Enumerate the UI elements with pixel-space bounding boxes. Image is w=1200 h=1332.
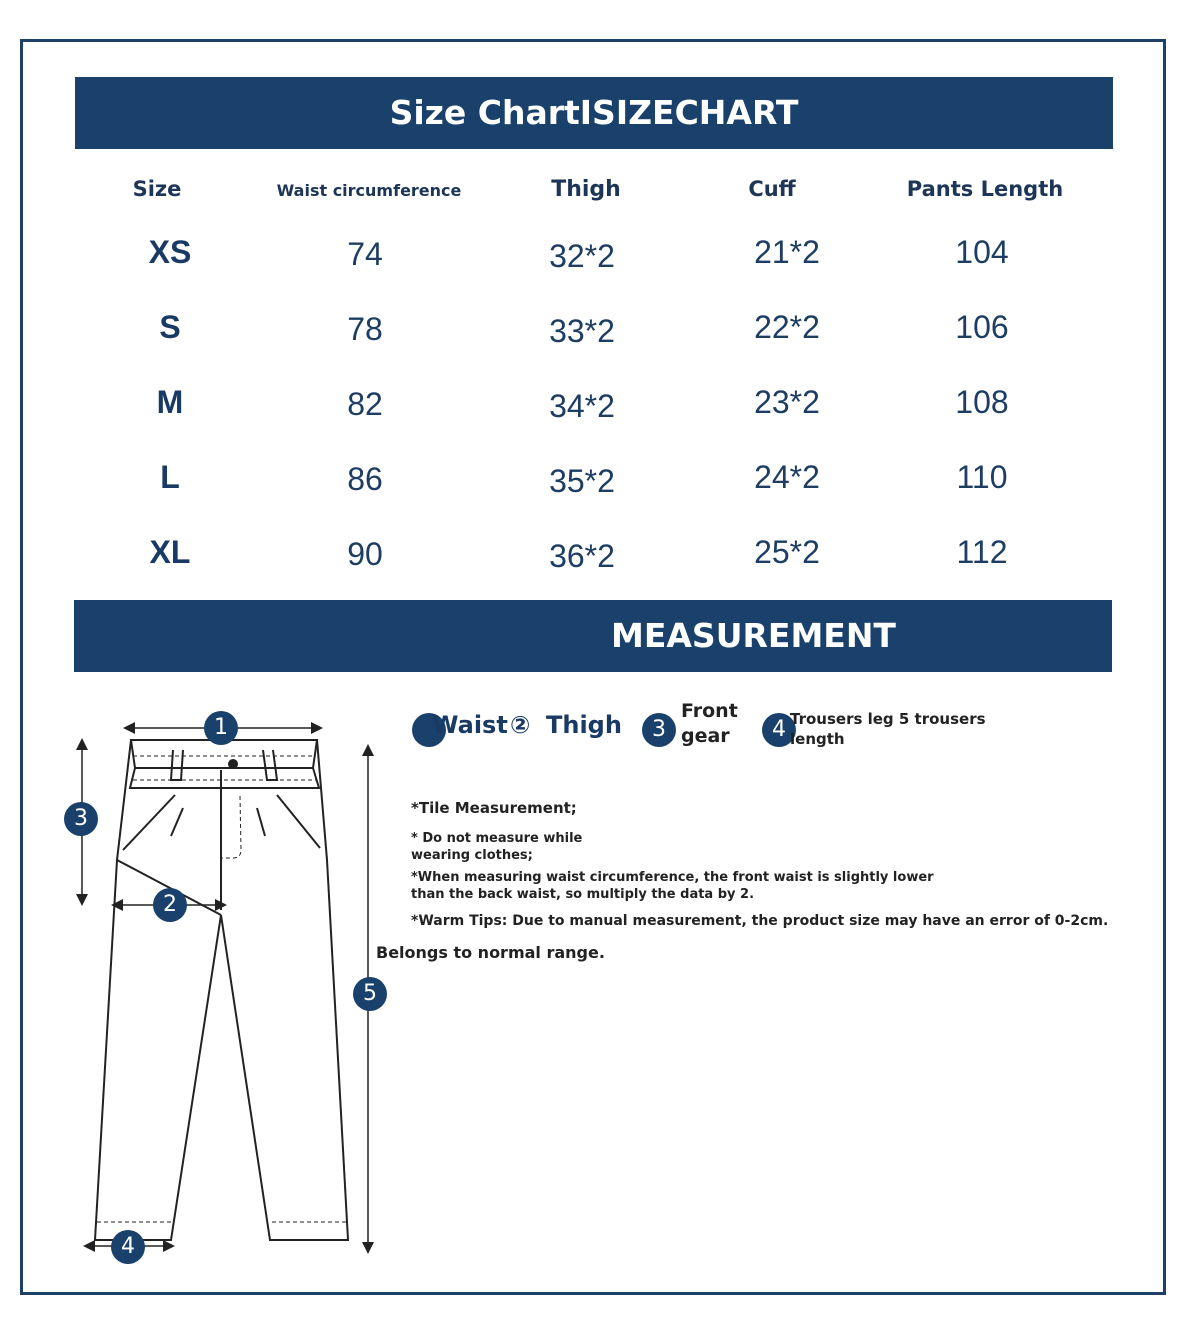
measurement-banner [74,600,1112,672]
col-header-thigh: Thigh [551,177,621,202]
size-cell: L [160,459,180,495]
legend-thigh-marker: ② [510,711,531,739]
size-cell: S [159,309,181,345]
note-waist-1: *When measuring waist circumference, the front waist is slightly lower [411,870,934,885]
cuff-cell: 22*2 [754,309,820,345]
waist-cell: 90 [347,536,383,572]
cuff-cell: 21*2 [754,234,820,270]
length-cell: 112 [956,534,1008,570]
button-dot [228,759,238,769]
cuff-cell: 23*2 [754,384,820,420]
col-header-length: Pants Length [906,177,1064,201]
length-cell: 106 [955,309,1009,345]
col-header-cuff: Cuff [748,177,796,201]
leg-legend-marker: 4 [762,713,796,747]
note-tile: *Tile Measurement; [411,799,577,817]
size-cell: M [156,384,184,420]
cuff-cell: 25*2 [754,534,820,570]
length-cell: 110 [956,459,1008,495]
waist-cell: 74 [347,236,383,272]
note-waist-2: than the back waist, so multiply the data by 2. [411,887,755,902]
leg-number-marker: 4 [111,1230,145,1264]
size-cell: XL [149,534,191,570]
legend-waist: Waist [432,711,508,739]
length-cell: 104 [955,234,1009,270]
note-clothes-1: * Do not measure while [411,831,583,846]
waist-cell: 78 [347,311,383,347]
thigh-cell: 35*2 [549,463,615,499]
col-header-size: Size [132,177,182,201]
legend-front-2: gear [681,725,730,747]
thigh-number-marker: 2 [153,888,187,922]
col-header-waist: Waist circumference [276,181,462,200]
legend-leg-2: length [790,730,845,748]
measurement-title: MEASUREMENT [611,616,896,655]
length-number-marker: 5 [353,977,387,1011]
note-normal: Belongs to normal range. [376,943,605,962]
thigh-cell: 36*2 [549,538,615,574]
waist-number-marker: 1 [204,711,238,745]
note-warm: *Warm Tips: Due to manual measurement, the product size may have an error of 0-2cm. [411,913,1109,929]
thigh-cell: 32*2 [549,238,615,274]
front-gear-number-marker: 3 [64,802,98,836]
waist-cell: 86 [347,461,383,497]
note-clothes-2: wearing clothes; [411,848,533,863]
pants-diagram [55,700,405,1275]
thigh-cell: 34*2 [549,388,615,424]
thigh-cell: 33*2 [549,313,615,349]
size-chart-banner [75,77,1113,149]
length-cell: 108 [955,384,1009,420]
pants-outline [95,740,348,1240]
waist-cell: 82 [347,386,383,422]
legend-front-1: Front [681,700,738,722]
legend-thigh: Thigh [546,711,622,739]
front-legend-marker: 3 [642,713,676,747]
size-chart-title: Size ChartISIZECHART [389,93,799,132]
cuff-cell: 24*2 [754,459,820,495]
size-cell: XS [148,234,192,270]
legend-leg-1: Trousers leg 5 trousers [790,710,986,728]
